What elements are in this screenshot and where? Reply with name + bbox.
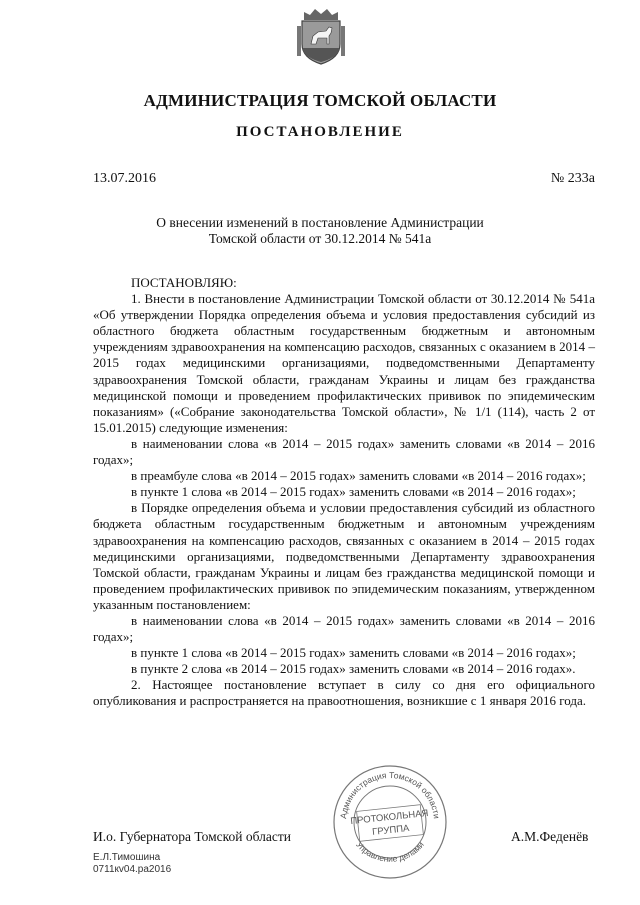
stamp-title-line-1: ПРОТОКОЛЬНАЯ: [349, 807, 429, 828]
document-date: 13.07.2016: [93, 171, 156, 186]
signatory-name: А.М.Феденёв: [511, 829, 589, 844]
body-paragraph: 2. Настоящее постановление вступает в силу со дня его официального опубликования и распространяется на правоотношения, возникшие с 1 января 2016 года.: [93, 677, 595, 709]
body-paragraph: в пункте 1 слова «в 2014 – 2015 годах» заменить словами «в 2014 – 2016 годах»;: [131, 645, 576, 661]
body-paragraph: в пункте 1 слова «в 2014 – 2015 годах» заменить словами «в 2014 – 2016 годах»;: [131, 484, 576, 500]
stamp-title-line-2: ГРУППА: [371, 823, 410, 838]
body-paragraph: 1. Внести в постановление Администрации Томской области от 30.12.2014 № 541а «Об утверждении Порядка определения объема и условия предоставления субсидий из областного бюджета областным государственным бюджетным и автономным учреждениям здравоохранения на компенсацию расходов, связанных с оказанием в 2014 – 2015 годах медицинскими организациями, подведомственными Департаменту здравоохранения Томской области, гражданам Украины и лицам без гражданства медицинской помощи и проведением профилактических прививок по эпидемическим показаниям» («Собрание законодательства Томской области», № 1/1 (114), часть 2 от 15.01.2015) следующие изменения:: [93, 291, 595, 435]
protocol-group-stamp: [332, 764, 448, 880]
executor-name: Е.Л.Тимошина: [93, 852, 161, 863]
body-paragraph: в Порядке определения объема и условии предоставления субсидий из областного бюджета областным государственным бюджетным и автономным учреждениям здравоохранения на компенсацию расходов, связанных с оказанием в 2014 – 2015 годах медицинскими организациями, подведомственными Департаменту здравоохранения Томской области, гражданам Украины и лицам без гражданства медицинской помощи и проведением профилактических прививок по эпидемическим показаниям, утвержденном указанным постановлением:: [93, 500, 595, 612]
body-paragraph: в наименовании слова «в 2014 – 2015 годах» заменить словами «в 2014 – 2016 годах»;: [93, 435, 595, 468]
document-type-title: ПОСТАНОВЛЕНИЕ: [236, 124, 404, 140]
body-paragraph: ПОСТАНОВЛЯЮ:: [131, 275, 237, 290]
document-subject: [0, 215, 640, 247]
body-paragraph: в преамбуле слова «в 2014 – 2015 годах» заменить словами «в 2014 – 2016 годах»;: [131, 468, 586, 484]
executor-code: 0711кv04.ра2016: [93, 864, 172, 875]
document-number: № 233а: [550, 171, 595, 186]
body-paragraph: в наименовании слова «в 2014 – 2015 годах» заменить словами «в 2014 – 2016 годах»;: [93, 612, 595, 645]
subject-line-2: Томской области от 30.12.2014 № 541а: [208, 231, 432, 246]
tomsk-coat-of-arms-icon: [296, 6, 346, 66]
executor-info: [93, 852, 171, 876]
organization-title: АДМИНИСТРАЦИЯ ТОМСКОЙ ОБЛАСТИ: [143, 91, 497, 110]
stamp-ring-bottom: Управление делами: [354, 839, 426, 864]
signatory-position: И.о. Губернатора Томской области: [93, 829, 291, 844]
stamp-ring-top: Администрация Томской области: [338, 769, 442, 820]
subject-line-1: О внесении изменений в постановление Администрации: [156, 215, 484, 230]
body-paragraph: в пункте 2 слова «в 2014 – 2015 годах» заменить словами «в 2014 – 2016 годах».: [131, 661, 576, 677]
document-body: [93, 275, 595, 710]
